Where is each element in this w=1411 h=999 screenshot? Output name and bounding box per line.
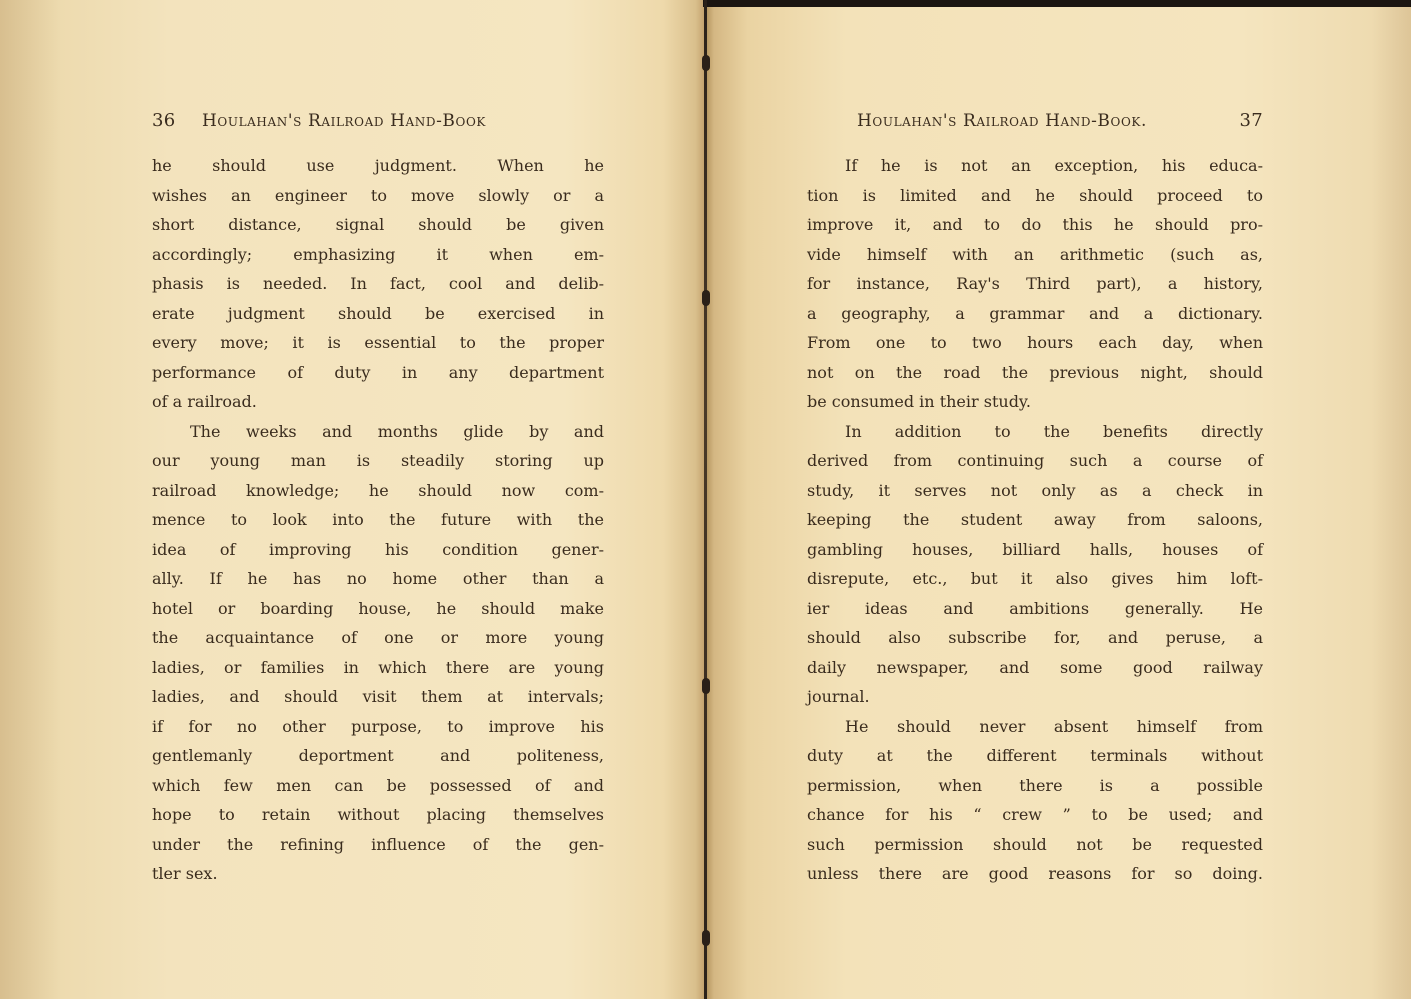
- text-line: if for no other purpose, to improve his: [152, 716, 604, 736]
- text-line: the acquaintance of one or more young: [152, 628, 604, 647]
- text-line: vide himself with an arithmetic (such as,: [807, 244, 1263, 264]
- text-line: derived from continuing such a course of: [807, 451, 1263, 470]
- text-line: hotel or boarding house, he should make: [152, 598, 604, 618]
- text-line: gentlemanly deportment and politeness,: [152, 746, 604, 765]
- text-line: which few men can be possessed of and: [152, 775, 604, 795]
- text-line: unless there are good reasons for so doing.: [807, 864, 1263, 883]
- binding-stitch: [702, 930, 710, 946]
- top-edge-shadow: [703, 0, 1411, 7]
- text-line: for instance, Ray's Third part), a history,: [807, 274, 1263, 293]
- text-line: improve it, and to do this he should pro-: [807, 215, 1263, 234]
- text-line: a geography, a grammar and a dictionary.: [807, 303, 1263, 323]
- right-running-head: [807, 110, 1263, 138]
- text-line: The weeks and months glide by and: [190, 421, 604, 441]
- text-line: short distance, signal should be given: [152, 215, 604, 234]
- text-line: journal.: [807, 687, 870, 706]
- text-line: such permission should not be requested: [807, 834, 1263, 854]
- left-running-head: [152, 110, 604, 138]
- text-line: disrepute, etc., but it also gives him loft-: [807, 569, 1263, 588]
- right-page: [807, 110, 1263, 894]
- text-line: he should use judgment. When he: [152, 156, 604, 175]
- page-number: 36: [152, 110, 176, 131]
- text-line: permission, when there is a possible: [807, 775, 1263, 795]
- text-line: duty at the different terminals without: [807, 746, 1263, 765]
- text-line: our young man is steadily storing up: [152, 451, 604, 470]
- text-line: study, it serves not only as a check in: [807, 480, 1263, 500]
- text-line: wishes an engineer to move slowly or a: [152, 185, 604, 205]
- text-line: idea of improving his condition gener-: [152, 539, 604, 559]
- text-line: ladies, and should visit them at intervals;: [152, 687, 604, 706]
- page-edge-shadow-right: [1371, 0, 1411, 999]
- text-line: not on the road the previous night, should: [807, 362, 1263, 382]
- text-line: every move; it is essential to the proper: [152, 333, 604, 352]
- text-line: tion is limited and he should proceed to: [807, 185, 1263, 205]
- text-line: accordingly; emphasizing it when em-: [152, 244, 604, 264]
- text-line: daily newspaper, and some good railway: [807, 657, 1263, 677]
- text-line: hope to retain without placing themselves: [152, 805, 604, 824]
- text-line: tler sex.: [152, 864, 218, 883]
- binding-stitch: [702, 678, 710, 694]
- text-line: chance for his “ crew ” to be used; and: [807, 805, 1263, 824]
- running-title: Houlahan's Railroad Hand-Book.: [857, 111, 1147, 131]
- running-title: Houlahan's Railroad Hand-Book: [202, 111, 486, 131]
- text-line: ier ideas and ambitions generally. He: [807, 598, 1263, 618]
- text-line: In addition to the benefits directly: [845, 421, 1263, 441]
- text-line: ally. If he has no home other than a: [152, 569, 604, 588]
- text-line: phasis is needed. In fact, cool and delib-: [152, 274, 604, 293]
- left-page: [152, 110, 604, 894]
- binding-stitch: [702, 290, 710, 306]
- text-line: gambling houses, billiard halls, houses of: [807, 539, 1263, 559]
- text-line: railroad knowledge; he should now com-: [152, 480, 604, 500]
- text-line: ladies, or families in which there are young: [152, 657, 604, 677]
- text-line: If he is not an exception, his educa-: [845, 156, 1263, 175]
- right-body-text: [807, 156, 1263, 894]
- text-line: be consumed in their study.: [807, 392, 1031, 411]
- left-body-text: [152, 156, 604, 894]
- book-gutter-binding: [704, 0, 707, 999]
- text-line: of a railroad.: [152, 392, 257, 411]
- text-line: keeping the student away from saloons,: [807, 510, 1263, 529]
- text-line: should also subscribe for, and peruse, a: [807, 628, 1263, 647]
- page-number: 37: [1239, 110, 1263, 131]
- text-line: mence to look into the future with the: [152, 510, 604, 529]
- text-line: performance of duty in any department: [152, 362, 604, 382]
- page-edge-shadow-left: [0, 0, 60, 999]
- text-line: erate judgment should be exercised in: [152, 303, 604, 323]
- binding-stitch: [702, 55, 710, 71]
- text-line: under the refining influence of the gen-: [152, 834, 604, 854]
- text-line: He should never absent himself from: [845, 716, 1263, 736]
- text-line: From one to two hours each day, when: [807, 333, 1263, 352]
